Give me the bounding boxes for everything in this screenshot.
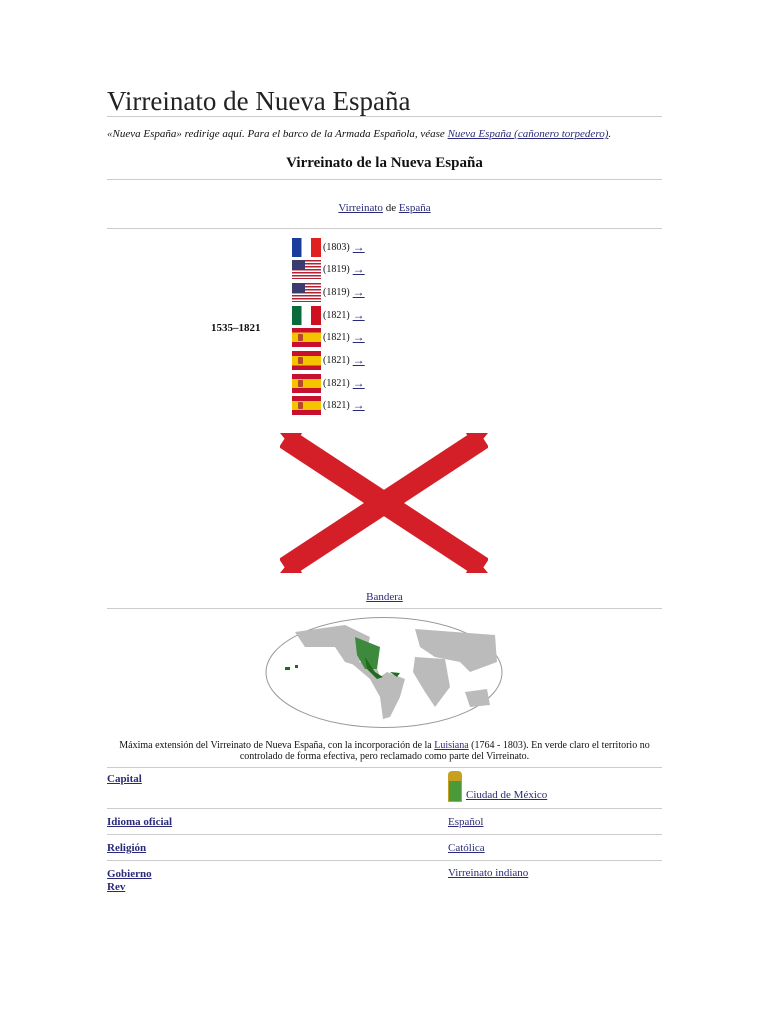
burgundy-cross-flag [280,433,488,573]
successor-arrow-link[interactable]: → [352,353,365,367]
capital-label[interactable]: Capital [107,773,142,785]
mexico-flag-icon[interactable] [292,306,321,325]
luisiana-link[interactable]: Luisiana [434,740,469,751]
divider [107,116,662,117]
successor-year: (1803) [323,241,350,253]
successor-year: (1821) [323,355,350,366]
world-map[interactable] [265,617,503,728]
successor-arrow-link[interactable]: → [352,239,365,254]
successor-state [292,305,365,325]
hatnote-link[interactable]: Nueva España (cañonero torpedero) [447,128,609,140]
gobierno-value[interactable]: Virreinato indiano [448,867,529,879]
successor-arrow-link[interactable]: → [352,375,365,390]
successor-arrow-link[interactable]: → [352,398,365,413]
divider [107,608,662,609]
successor-arrow-link[interactable]: → [352,262,365,277]
years: 1535–1821 [211,322,261,334]
successor-state [292,373,365,393]
france-flag-icon[interactable] [292,238,321,257]
idioma-value[interactable]: Español [448,816,484,828]
spain-flag-icon[interactable] [292,396,321,415]
infobox-heading: Virreinato de la Nueva España [286,155,483,171]
religion-label[interactable]: Religión [107,842,147,854]
caption-text: Máxima extensión del Virreinato de Nueva España, con la incorporación de la [119,740,435,751]
successor-year: (1821) [323,400,350,412]
subtitle-text: de [382,202,399,214]
successor-arrow-link[interactable]: → [352,330,365,345]
divider [107,228,662,229]
usa-flag-icon[interactable] [292,283,321,302]
caption-text: (1764 - 1803). En verde claro el territorio no controlado de forma efectiva, pero reclamado como parte del Virreinato. [239,740,650,762]
rev-label[interactable]: Rev [107,881,126,893]
successor-year: (1821) [323,309,350,321]
spain-flag-icon[interactable] [292,351,321,370]
infobox-subtitle [107,202,662,214]
divider [107,767,662,768]
successor-year: (1819) [323,264,350,276]
religion-value[interactable]: Católica [448,842,485,854]
spain-flag-icon[interactable] [292,374,321,393]
page-title: Virreinato de Nueva España [107,86,411,116]
successor-arrow-link[interactable]: → [352,284,365,299]
successor-state [292,351,365,371]
idioma-label[interactable]: Idioma oficial [107,816,173,828]
espana-link[interactable]: España [398,202,431,214]
divider [107,808,662,809]
hatnote [107,128,667,140]
map-caption [107,740,662,762]
successor-arrow-link[interactable]: → [352,307,365,322]
divider [107,179,662,180]
successor-state [292,396,365,416]
successor-state [292,260,365,280]
gobierno-label[interactable]: Gobierno [107,868,152,880]
spain-flag-icon[interactable] [292,328,321,347]
coat-of-arms-icon [448,771,462,802]
successor-state [292,328,365,348]
successor-state [292,237,365,257]
successor-year: (1821) [323,332,350,344]
hatnote-text: «Nueva España» redirige aquí. Para el barco de la Armada Española, véase [107,128,448,140]
usa-flag-icon[interactable] [292,260,321,279]
capital-value[interactable]: Ciudad de México [466,789,548,801]
hatnote-end: . [608,128,612,140]
divider [107,834,662,835]
virreinato-link[interactable]: Virreinato [338,202,383,214]
successor-year: (1819) [323,286,350,298]
successor-year: (1821) [323,377,350,389]
divider [107,860,662,861]
successor-state [292,282,365,302]
flag-caption [107,591,662,603]
bandera-link[interactable]: Bandera [366,591,403,603]
